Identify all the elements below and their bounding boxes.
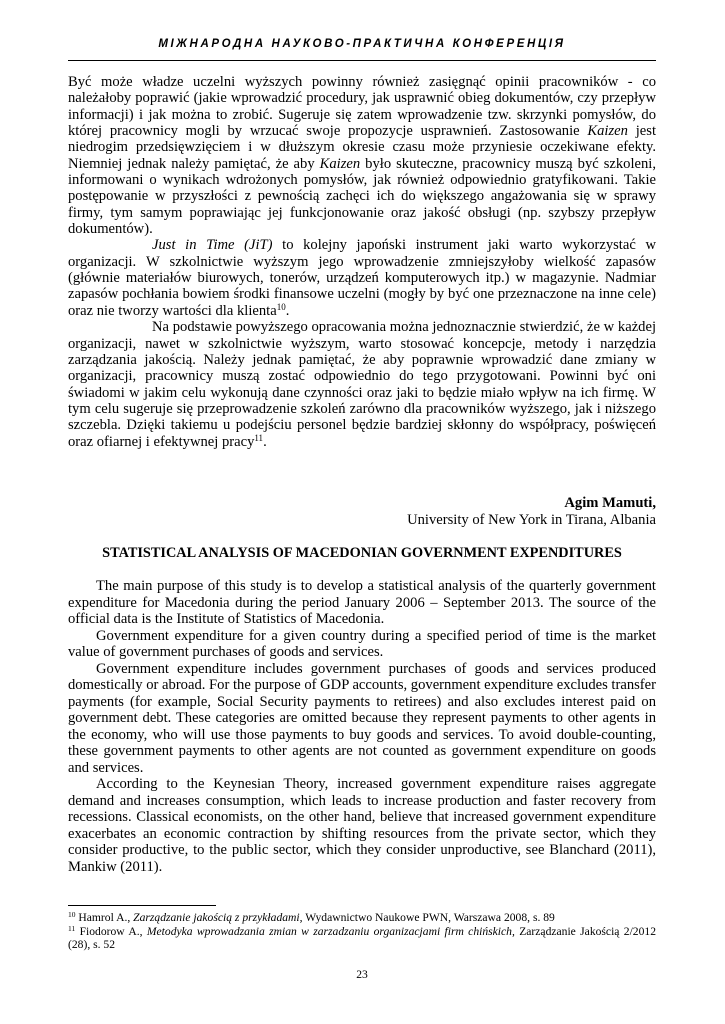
paragraph-kaizen: Być może władze uczelni wyższych powinny również zasięgnąć opinii pracowników - co należałoby poprawić (jakie wprowadzić procedury, jak usprawnić obieg dokumentów, czy przepływ informacji) i jak można to zrobić. Sugeruje się zatem wprowadzenie tzw. skrzynki pomysłów, do której pracownicy mogli by wrzucać swoje propozycje usprawnień. Zastosowanie Kaizen jest niedrogim przedsięwzięciem i w dłuższym okresie czasu może przyniesie oczekiwane efekty. Niemniej jednak należy pamiętać, że aby Kaizen było skuteczne, pracownicy muszą być szkoleni, informowani o wynikach wdrożonych pomysłów, jak również odpowiednio gratyfikowani. Takie postępowanie w przyszłości z pewnością zachęci ich do większego angażowania się w sprawy firmy, tym samym poprawiając jej funkcjonowanie oraz jakość obsługi (np. szybszy przepływ dokumentów).	[68, 74, 656, 238]
footnotes	[68, 911, 656, 952]
polish-section	[68, 74, 656, 450]
article-body	[68, 578, 656, 875]
article-paragraph: Government expenditure for a given country during a specified period of time is the market value of government purchases of goods and services.	[68, 627, 656, 660]
author-affiliation: University of New York in Tirana, Albania	[407, 512, 656, 528]
author-name: Agim Mamuti,	[564, 495, 656, 511]
author-block	[68, 495, 656, 529]
footnote-10: $^{10}$ Hamrol A., Zarządzanie jakością z przykładami, Wydawnictwo Naukowe PWN, Warszawa 2008, s. 89	[68, 910, 555, 924]
article-paragraph: Government expenditure includes government purchases of goods and services produced domestically or abroad. For the purpose of GDP accounts, government expenditure excludes transfer payments (for example, Social Security payments to retirees) and also excludes interest paid on government debt. These categories are omitted because they represent payments to other agents in the economy, who will use those payments to buy goods and services. To avoid double-counting, these government payments to other agents are not counted as government expenditure on goods and services.	[68, 660, 656, 776]
paragraph-jit: Just in Time (JiT) to kolejny japoński instrument jaki warto wykorzystać w organizacji. W szkolnictwie wyższym jego wprowadzenie zmniejszyłoby wielkość zapasów (głównie materiałów biurowych, tonerów, urządzeń komputerowych itp.) w magazynie. Nadmiar zapasów pochłania bowiem środki finansowe uczelni (mogły by być one przeznaczone na inne cele) oraz nie tworzy wartości dla klienta$^{10}$.	[68, 237, 656, 319]
page-number: 23	[356, 968, 368, 981]
paragraph-conclusion: Na podstawie powyższego opracowania można jednoznacznie stwierdzić, że w każdej organizacji, nawet w szkolnictwie wyższym, warto stosować koncepcje, metody i narzędzia zarządzania jakością. Należy jednak pamiętać, że aby poprawnie wprowadzić dane zmiany w organizacji, pracownicy muszą zostać odpowiednio do tego przygotowani. Powinni być oni świadomi w jakim celu wykonują dane czynności oraz jaki to będzie miało wpływ na ich firmę. W tym celu sugeruje się przeprowadzenie szkoleń zarówno dla pracowników wyższego, jak i niższego szczebla. Dzięki takiemu u podejściu personel będzie bardziej skłonny do współpracy, poświęceń oraz ofiarnej i efektywnej pracy$^{11}$.	[68, 319, 656, 450]
header-rule	[68, 60, 656, 61]
footnote-rule	[68, 905, 216, 906]
footnote-11: $^{11}$ Fiodorow A., Metodyka wprowadzania zmian w zarzadzaniu organizacjami firm chińskich, Zarządzanie Jakością 2/2012 (28), s. 52	[68, 923, 656, 952]
article-paragraph: The main purpose of this study is to develop a statistical analysis of the quarterly government expenditure for Macedonia during the period January 2006 – September 2013. The source of the official data is the Institute of Statistics of Macedonia.	[68, 578, 656, 627]
footnote-ref-10[interactable]: 10	[276, 301, 286, 312]
footnote-ref-11[interactable]: 11	[254, 432, 264, 443]
article-paragraph: According to the Keynesian Theory, increased government expenditure raises aggregate demand and increases consumption, which leads to increase production and faster recovery from recessions. Classical economists, on the other hand, believe that increased government expenditure exacerbates an economic contraction by shifting resources from the private sector, which they consider productive, to the public sector, which they consider unproductive, see Blanchard (2011), Mankiw (2011).	[68, 776, 656, 875]
article-title: STATISTICAL ANALYSIS OF MACEDONIAN GOVERNMENT EXPENDITURES	[102, 545, 622, 561]
running-header: МІЖНАРОДНА НАУКОВО-ПРАКТИЧНА КОНФЕРЕНЦІЯ	[158, 38, 566, 50]
